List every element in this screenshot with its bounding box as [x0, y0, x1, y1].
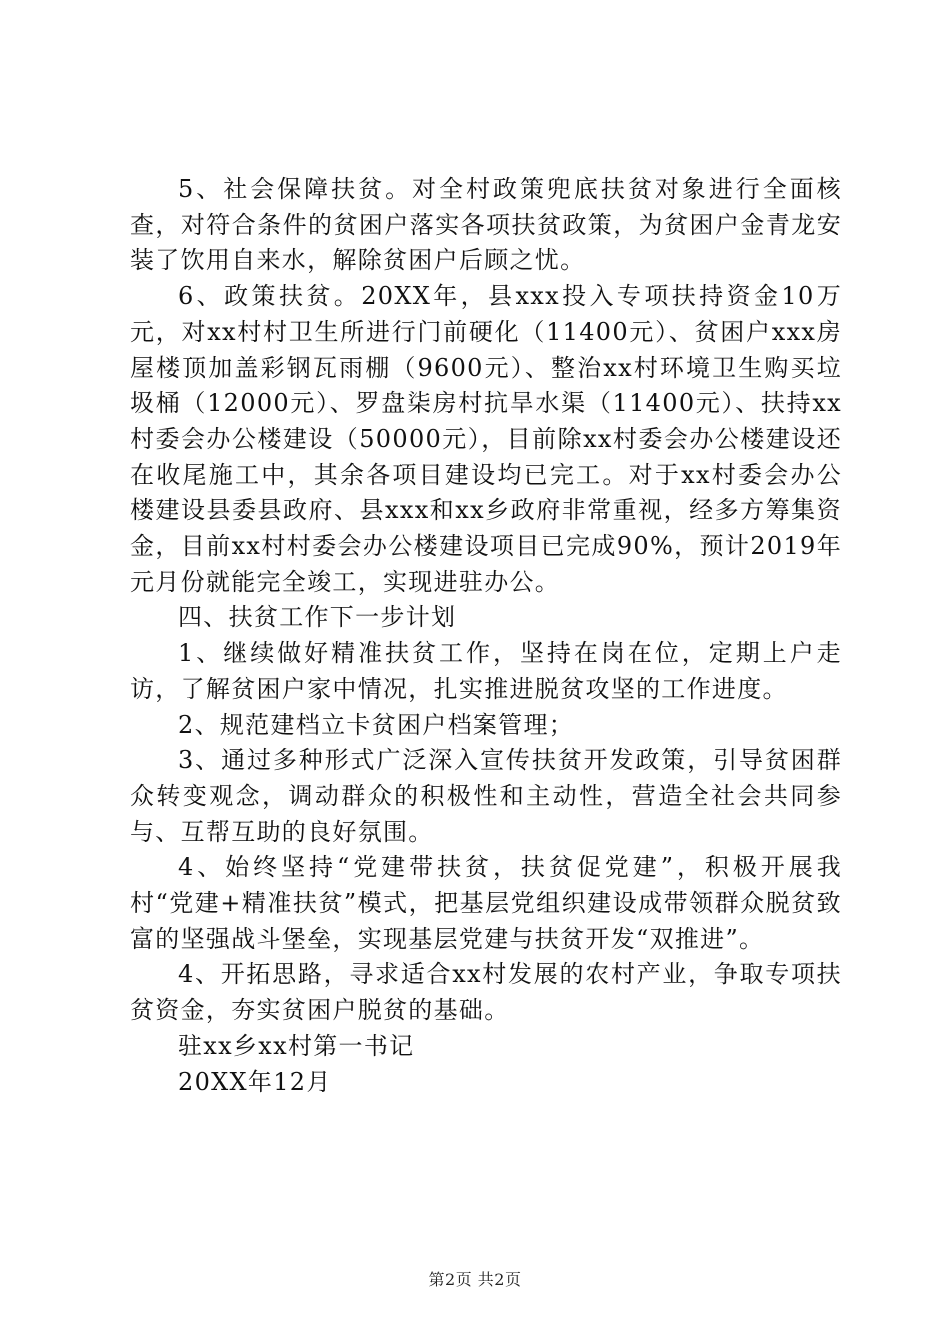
page-number-label: 第2页 共2页: [428, 1270, 522, 1289]
paragraph-policy-poverty-relief: 6、政策扶贫。20XX年，县xxx投入专项扶持资金10万元，对xx村村卫生所进行门前硬化（11400元）、贫困户xxx房屋楼顶加盖彩钢瓦雨棚（9600元）、整治xx村环境卫生购买垃圾桶（12000元）、罗盘柒房村抗旱水渠（11400元）、扶持xx村委会办公楼建设（50000元），目前除xx村委会办公楼建设还在收尾施工中，其余各项目建设均已完工。对于xx村委会办公楼建设县委县政府、县xxx和xx乡政府非常重视，经多方筹集资金，目前xx村村委会办公楼建设项目已完成90%，预计2019年元月份就能完全竣工，实现进驻办公。: [130, 282, 842, 596]
signature-date: 20XX年12月: [178, 1067, 332, 1096]
paragraph-plan-4: 4、始终坚持“党建带扶贫，扶贫促党建”，积极开展我村“党建+精准扶贫”模式，把基层党组织建设成带领群众脱贫致富的坚强战斗堡垒，实现基层党建与扶贫开发“双推进”。: [130, 853, 842, 953]
signature-author: 驻xx乡xx村第一书记: [178, 1031, 415, 1060]
document-body: [130, 172, 842, 1100]
paragraph-social-security: 5、社会保障扶贫。对全村政策兜底扶贫对象进行全面核查，对符合条件的贫困户落实各项扶贫政策，为贫困户金青龙安装了饮用自来水，解除贫困户后顾之忧。: [130, 175, 842, 275]
paragraph-plan-1: 1、继续做好精准扶贫工作，坚持在岗在位，定期上户走访，了解贫困户家中情况，扎实推进脱贫攻坚的工作进度。: [130, 639, 842, 703]
paragraph-plan-3: 3、通过多种形式广泛深入宣传扶贫开发政策，引导贫困群众转变观念，调动群众的积极性和主动性，营造全社会共同参与、互帮互助的良好氛围。: [130, 746, 842, 846]
paragraph-plan-2: 2、规范建档立卡贫困户档案管理；: [178, 710, 575, 739]
page-footer: [0, 1267, 950, 1290]
paragraph-plan-4b: 4、开拓思路，寻求适合xx村发展的农村产业，争取专项扶贫资金，夯实贫困户脱贫的基础。: [130, 960, 842, 1025]
section-heading-next-plan: 四、扶贫工作下一步计划: [178, 603, 457, 632]
